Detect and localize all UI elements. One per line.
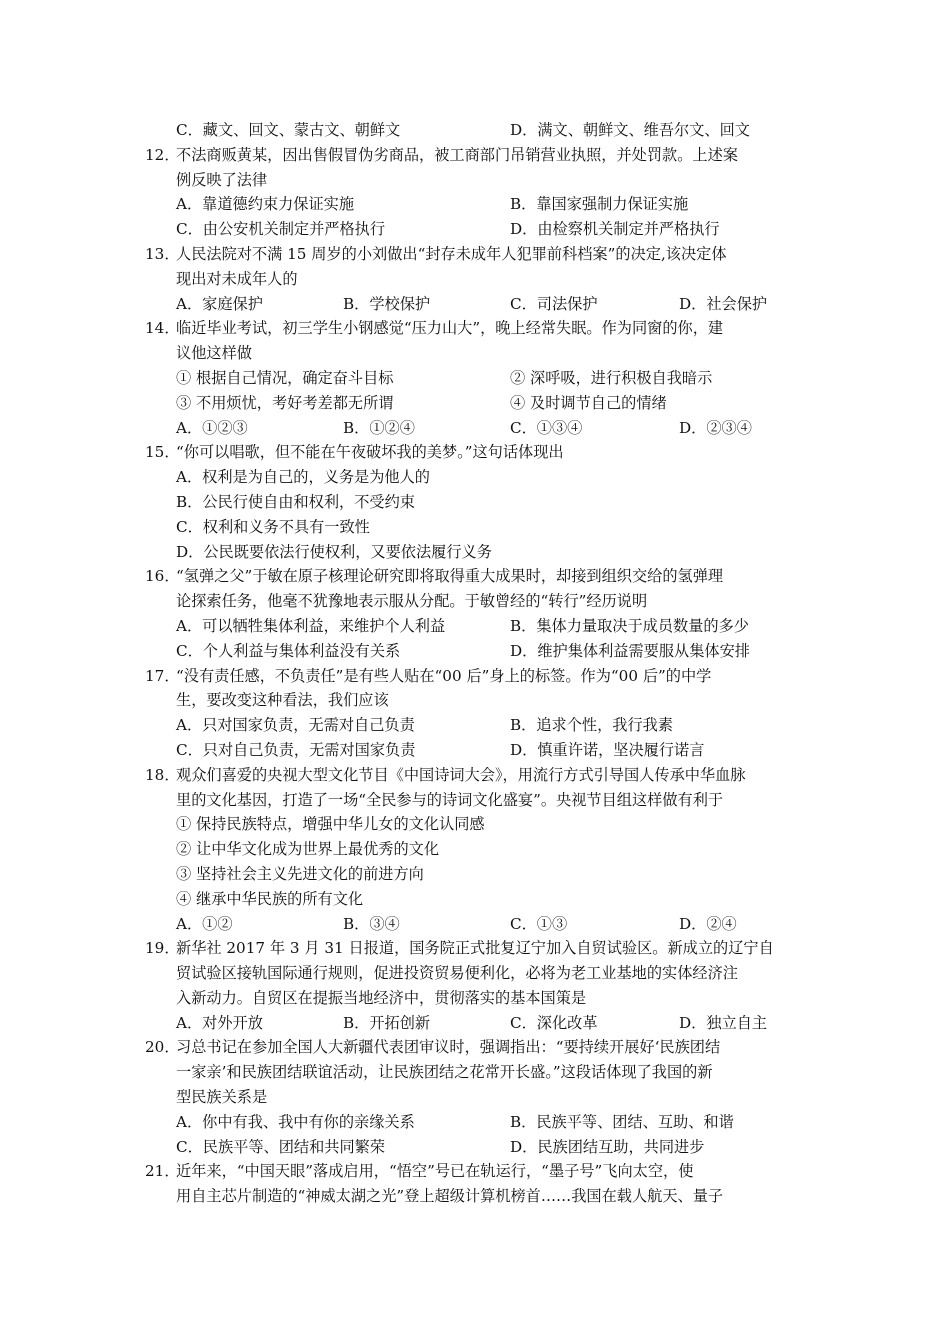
option-A: A．①② xyxy=(176,914,233,933)
option-D: D．②④ xyxy=(679,914,737,933)
question-13 xyxy=(145,242,813,316)
question-number: 20． xyxy=(145,1038,180,1057)
question-stem xyxy=(145,440,813,465)
option-A: ① 根据自己情况，确定奋斗目标 xyxy=(176,368,394,387)
question-12 xyxy=(145,143,813,242)
option-C: C．①③ xyxy=(510,914,568,933)
question-20 xyxy=(145,1035,813,1159)
question-number: 17． xyxy=(145,666,180,685)
option-A: A．对外开放 xyxy=(176,1013,263,1032)
stem-line: 人民法院对不满 15 周岁的小刘做出“封存未成年人犯罪前科档案”的决定,该决定体 xyxy=(176,244,727,263)
question-15 xyxy=(145,440,813,564)
question-stem xyxy=(145,564,813,614)
option-row xyxy=(176,713,813,738)
option-row xyxy=(176,217,813,242)
stem-line: 现出对未成年人的 xyxy=(176,269,298,288)
option-B: B．靠国家强制力保证实施 xyxy=(510,195,689,214)
stem-line: 贸试验区接轨国际通行规则，促进投资贸易便利化，必将为老工业基地的实体经济注 xyxy=(176,964,738,983)
stem-line: 里的文化基因，打造了一场“全民参与的诗词文化盛宴”。央视节目组这样做有利于 xyxy=(176,790,724,809)
option-B: D．维护集体利益需要服从集体安排 xyxy=(510,641,750,660)
option-D: D．独立自主 xyxy=(679,1013,768,1032)
option-row xyxy=(176,639,813,664)
question-stem xyxy=(145,316,813,366)
stem-line: 论探索任务，他毫不犹豫地表示服从分配。于敏曾经的“转行”经历说明 xyxy=(176,592,648,611)
question-16 xyxy=(145,564,813,663)
option-B: B．集体力量取决于成员数量的多少 xyxy=(510,616,749,635)
question-text xyxy=(176,1035,813,1109)
option-B: B．开拓创新 xyxy=(343,1013,431,1032)
question-number: 14． xyxy=(145,319,180,338)
stem-line: 型民族关系是 xyxy=(176,1088,268,1107)
question-14 xyxy=(145,316,813,440)
stem-line: 近年来，“中国天眼”落成启用，“悟空”号已在轨运行，“墨子号”飞向太空，使 xyxy=(176,1162,694,1181)
stem-line: 一家亲’和民族团结联谊活动，让民族团结之花常开长盛。”这段话体现了我国的新 xyxy=(176,1063,713,1082)
question-text xyxy=(176,143,813,193)
option-A: A．家庭保护 xyxy=(176,294,263,313)
statement: ② 让中华文化成为世界上最优秀的文化 xyxy=(176,840,440,859)
option-row xyxy=(176,614,813,639)
stem-line: 习总书记在参加全国人大新疆代表团审议时，强调指出：“要持续开展好‘民族团结 xyxy=(176,1038,721,1057)
option-row xyxy=(176,1011,813,1036)
option-C: C．①③④ xyxy=(510,418,583,437)
stem-line: “没有责任感，不负责任”是有些人贴在“00 后”身上的标签。作为“00 后”的中学 xyxy=(176,666,712,685)
option-B: B．追求个性，我行我素 xyxy=(510,716,674,735)
option-row xyxy=(176,192,813,217)
option-B: D．由检察机关制定并严格执行 xyxy=(510,220,720,239)
option-row xyxy=(176,912,813,937)
option-row xyxy=(176,292,813,317)
question-21 xyxy=(145,1159,813,1209)
option-row xyxy=(176,1135,813,1160)
question-stem xyxy=(145,1159,813,1209)
option-A: C．只对自己负责，无需对国家负责 xyxy=(176,740,416,759)
question-18 xyxy=(145,763,813,937)
option-B: B．③④ xyxy=(343,914,400,933)
question-number: 21． xyxy=(145,1162,180,1181)
option-A: A．你中有我、我中有你的亲缘关系 xyxy=(176,1112,415,1131)
stem-line: 生，要改变这种看法，我们应该 xyxy=(176,691,389,710)
statement: ③ 坚持社会主义先进文化的前进方向 xyxy=(176,864,424,883)
option-A: A．只对国家负责，无需对自己负责 xyxy=(176,716,415,735)
option-B: ② 深呼吸，进行积极自我暗示 xyxy=(510,368,713,387)
option-B: D．慎重许诺，坚决履行诺言 xyxy=(510,740,705,759)
stem-line: 议他这样做 xyxy=(176,344,252,363)
option-B: D．民族团结互助，共同进步 xyxy=(510,1137,705,1156)
stem-line: 入新动力。自贸区在提振当地经济中，贯彻落实的基本国策是 xyxy=(176,988,587,1007)
question-number: 19． xyxy=(145,939,180,958)
question-19 xyxy=(145,936,813,1035)
option-B: ④ 及时调节自己的情绪 xyxy=(510,393,667,412)
option-A: A．①②③ xyxy=(176,418,248,437)
option: C．权利和义务不具有一致性 xyxy=(176,517,370,536)
option-A: A．靠道德约束力保证实施 xyxy=(176,195,355,214)
question-stem xyxy=(145,763,813,813)
option-A: C．个人利益与集体利益没有关系 xyxy=(176,641,401,660)
question-text xyxy=(176,440,813,465)
question-text xyxy=(176,1159,813,1209)
q11-options xyxy=(176,118,813,143)
question-text xyxy=(176,936,813,1010)
option-C: C．司法保护 xyxy=(510,294,598,313)
option: A．权利是为自己的，义务是为他人的 xyxy=(176,468,430,487)
stem-line: “氢弹之父”于敏在原子核理论研究即将取得重大成果时，却接到组织交给的氢弹理 xyxy=(176,567,724,586)
stem-line: 新华社 2017 年 3 月 31 日报道，国务院正式批复辽宁加入自贸试验区。新成立的辽宁自 xyxy=(176,939,774,958)
question-number: 15． xyxy=(145,443,180,462)
stem-line: 例反映了法律 xyxy=(176,170,268,189)
option-C: C．深化改革 xyxy=(510,1013,598,1032)
option: D．公民既要依法行使权利，又要依法履行义务 xyxy=(176,542,492,561)
question-text xyxy=(176,564,813,614)
statement: ④ 继承中华民族的所有文化 xyxy=(176,889,364,908)
option-row xyxy=(176,738,813,763)
question-17 xyxy=(145,664,813,763)
option-row xyxy=(176,1110,813,1135)
option-row xyxy=(176,416,813,441)
question-stem xyxy=(145,143,813,193)
exam-page xyxy=(145,118,813,1209)
statement-row xyxy=(176,391,813,416)
stem-line: 临近毕业考试，初三学生小钢感觉“压力山大”，晚上经常失眠。作为同窗的你，建 xyxy=(176,319,724,338)
statement: ① 保持民族特点，增强中华儿女的文化认同感 xyxy=(176,815,485,834)
option-B: B．学校保护 xyxy=(343,294,431,313)
option-D: D．②③④ xyxy=(679,418,752,437)
question-text xyxy=(176,664,813,714)
question-text xyxy=(176,242,813,292)
option-A: ③ 不用烦忧，考好考差都无所谓 xyxy=(176,393,394,412)
stem-line: 用自主芯片制造的“神威太湖之光”登上超级计算机榜首……我国在载人航天、量子 xyxy=(176,1187,724,1206)
stem-line: 观众们喜爱的央视大型文化节目《中国诗词大会》，用流行方式引导国人传承中华血脉 xyxy=(176,765,746,784)
question-number: 18． xyxy=(145,765,180,784)
question-number: 12． xyxy=(145,145,180,164)
stem-line: “你可以唱歌，但不能在午夜破坏我的美梦。”这句话体现出 xyxy=(176,443,564,462)
question-text xyxy=(176,763,813,813)
question-stem xyxy=(145,1035,813,1109)
option-B: B．民族平等、团结、互助、和谐 xyxy=(510,1112,734,1131)
option-A: A．可以牺牲集体利益，来维护个人利益 xyxy=(176,616,446,635)
option-B: D．满文、朝鲜文、维吾尔文、回文 xyxy=(510,121,750,139)
question-stem xyxy=(145,936,813,1010)
stem-line: 不法商贩黄某，因出售假冒伪劣商品，被工商部门吊销营业执照，并处罚款。上述案 xyxy=(176,145,738,164)
question-number: 16． xyxy=(145,567,180,586)
option-D: D．社会保护 xyxy=(679,294,768,313)
option: B．公民行使自由和权利，不受约束 xyxy=(176,492,415,511)
statement-row xyxy=(176,366,813,391)
question-text xyxy=(176,316,813,366)
question-stem xyxy=(145,242,813,292)
option-B: B．①②④ xyxy=(343,418,415,437)
option-A: C．民族平等、团结和共同繁荣 xyxy=(176,1137,386,1156)
option-A: C．藏文、回文、蒙古文、朝鲜文 xyxy=(176,121,401,139)
question-stem xyxy=(145,664,813,714)
option-A: C．由公安机关制定并严格执行 xyxy=(176,220,386,239)
question-number: 13． xyxy=(145,244,180,263)
